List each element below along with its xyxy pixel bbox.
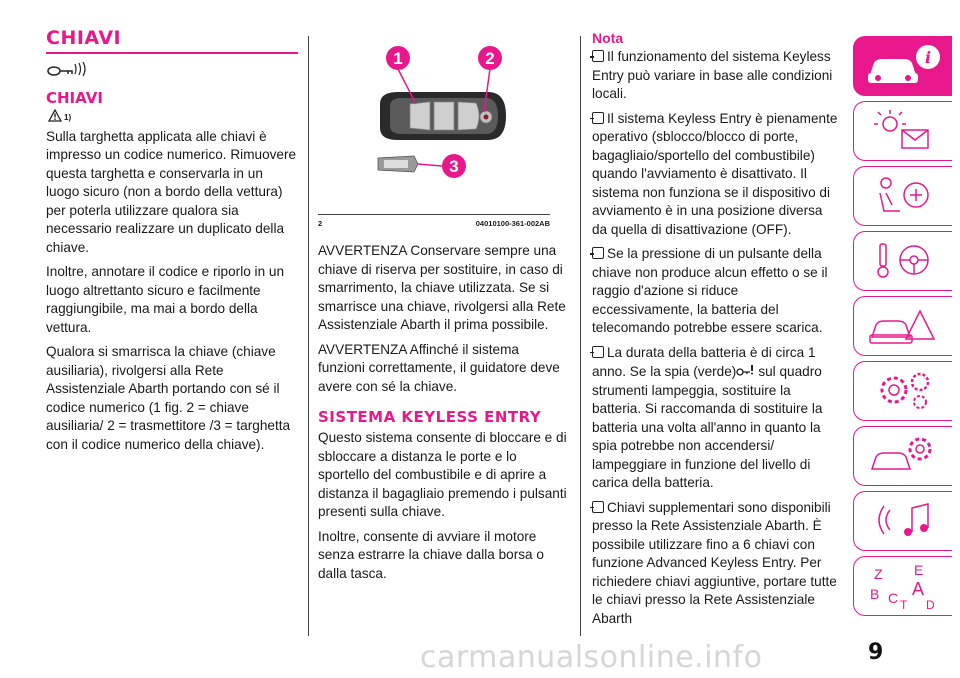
figure-number: 2 [318,219,323,228]
maintenance-icon [864,366,944,416]
column-divider [580,36,581,636]
tab-maintenance[interactable] [853,361,952,421]
note-item: La durata della batteria è di circa 1 anno. Se la spia (verde) sul quadro strumenti lampeggia, sostituire la batteria. Si raccomanda di sostituire la batteria una volta all'anno in quanto la spia potrebbe non accendersi/ lampeggiare in funzione del livello di carica della batteria. [592,344,823,490]
callout-1: 1 [393,49,403,68]
title-rule [46,52,298,54]
car-info-icon [864,41,944,91]
index-letter: B [870,586,880,602]
index-letter: E [914,562,924,578]
warning-triangle-icon [48,109,62,122]
tab-car-info[interactable] [853,36,952,96]
seat-airbag-icon [864,171,944,221]
index-letter: D [926,598,935,611]
note-item: Il sistema Keyless Entry è pienamente operativo (sblocco/blocco di porte, bagagliaio/sportello del combustibile) quando l'avviamento è disattivato. Il sistema non funziona se il dispositivo di avviamento è in una posizione diversa da quella di disattivazione (OFF). [592,110,838,237]
tab-technical-data[interactable] [853,426,952,486]
note-item: Se la pressione di un pulsante della chiave non produce alcun effetto o se il raggio d'azione si riduce eccessivamente, la batteria del telecomando potrebbe essere scarica. [592,246,828,335]
paragraph: Questo sistema consente di bloccare e di sbloccare a distanza le porte e lo sportello del combustibile e di aprire a distanza il bagagliaio premendo i pulsanti presenti sulla chiave. [318,430,567,519]
note-item: Il funzionamento del sistema Keyless Entry può variare in base alle condizioni locali. [592,49,833,101]
callout-3: 3 [449,157,459,176]
figure-rule [318,214,550,215]
tab-seat-airbag[interactable] [853,166,952,226]
figure-caption [318,219,550,228]
key-figure [318,34,550,214]
watermark: carmanualsonline.info [420,640,763,675]
note-bullet-icon [592,247,604,259]
svg-text:i: i [924,48,932,67]
note-title: Nota [592,30,624,46]
paragraph: AVVERTENZA Conservare sempre una chiave di riserva per sostituire, in caso di smarrimento, la chiave utilizzata. Se si smarrisce una chiave, rivolgersi alla Rete Assistenziale Abarth il prima possibile. [318,243,566,332]
paragraph: Inoltre, consente di avviare il motore senza estrarre la chiave dalla borsa o dalla tasca. [318,528,544,581]
tab-key-steering[interactable] [853,231,952,291]
tab-dashboard-lights[interactable] [853,101,952,161]
note-bullet-icon [592,501,604,513]
index-letter: Z [874,566,883,582]
column-middle [318,34,568,589]
key-warning-light-icon [736,362,758,376]
column-right [592,30,840,634]
note-bullet-icon [592,50,604,62]
warning-ref-number: 1) [64,112,72,122]
index-letter: T [900,598,908,611]
page-number: 9 [868,640,884,665]
keyless-title: SISTEMA KEYLESS ENTRY [318,408,542,426]
note-bullet-icon [592,112,604,124]
paragraph: Qualora si smarrisca la chiave (chiave ausiliaria), rivolgersi alla Rete Assistenziale Abarth portando con sé il codice numerico (1 fig. 2 = chiave ausiliaria/ 2 = trasmettitore /3 = targhetta con il codice numerico della chiave). [46,344,291,452]
figure-code: 04010100-361-002AB [475,219,550,228]
key-steering-icon [864,236,944,286]
callout-2: 2 [485,49,495,68]
key-icon [46,60,298,83]
note-bullet-icon [592,346,604,358]
index-icon [864,561,944,611]
column-left [46,26,298,460]
index-letter: A [912,579,925,599]
index-letter: C [888,590,899,606]
tab-multimedia[interactable] [853,491,952,551]
key-fob-illustration [318,34,550,209]
subsection-title: CHIAVI [46,88,103,107]
section-title: CHIAVI [46,27,122,49]
column-divider [308,36,309,636]
paragraph: Inoltre, annotare il codice e riporlo in un luogo altrettanto sicuro e facilmente raggiungibile, ma mai a bordo della vettura. [46,264,285,335]
warning-reference [48,109,298,122]
paragraph: Sulla targhetta applicata alle chiavi è impresso un codice numerico. Rimuovere questa targhetta e conservarla in un luogo sicuro (non a bordo della vettura) per poterla utilizzare qualora sia necessario realizzare un duplicato della chiave. [46,128,297,255]
tab-index[interactable] [853,556,952,616]
tab-breakdown[interactable] [853,296,952,356]
multimedia-icon [864,496,944,546]
dashboard-lights-icon [864,106,944,156]
breakdown-icon [864,301,944,351]
note-item: Chiavi supplementari sono disponibili presso la Rete Assistenziale Abarth. È possibile utilizzare fino a 6 chiavi con funzione Advanced Keyless Entry. Per richiedere chiavi aggiuntive, portare tutte le chiavi presso la Rete Assistenziale Abarth [592,499,837,626]
technical-data-icon [864,431,944,481]
paragraph: AVVERTENZA Affinché il sistema funzioni correttamente, il guidatore deve avere con sé la chiave. [318,341,560,394]
